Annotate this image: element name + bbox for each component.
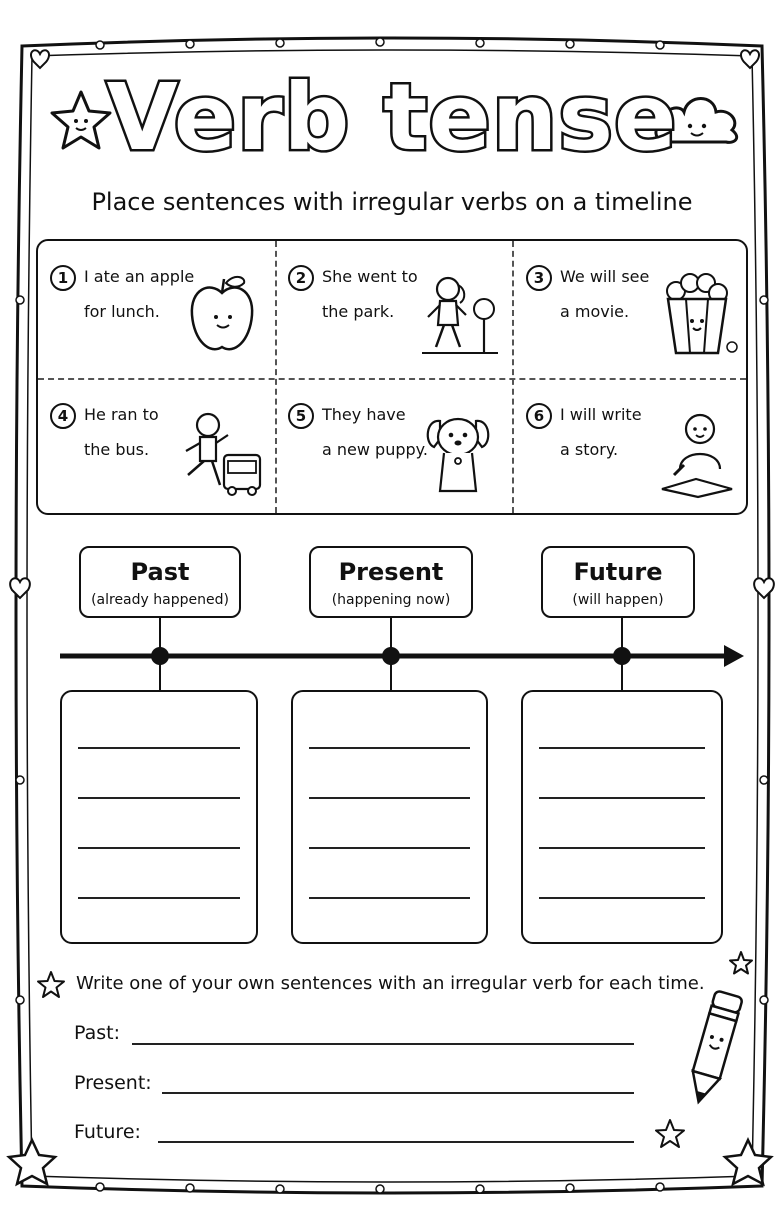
sentence-card[interactable] xyxy=(38,241,274,379)
write-line-present[interactable] xyxy=(162,1092,634,1094)
answer-line[interactable] xyxy=(78,897,240,899)
card-number: 4 xyxy=(50,403,76,429)
sentence-line: They have xyxy=(322,405,406,424)
sentence-card[interactable] xyxy=(276,241,512,379)
smiling-pencil-icon xyxy=(684,986,744,1110)
write-line-future[interactable] xyxy=(158,1141,634,1143)
card-number: 5 xyxy=(288,403,314,429)
sentence-line: We will see xyxy=(560,267,650,286)
sentence-card[interactable] xyxy=(38,379,274,517)
instructions: Place sentences with irregular verbs on a timeline xyxy=(91,188,693,216)
present-answer-box[interactable] xyxy=(291,690,488,944)
timeline-label-past xyxy=(79,546,241,618)
card-number: 1 xyxy=(50,265,76,291)
timeline-caption: (already happened) xyxy=(91,592,229,608)
timeline-axis xyxy=(56,618,748,698)
future-answer-box[interactable] xyxy=(521,690,723,944)
sentence-line: a new puppy. xyxy=(322,440,428,459)
sentence-line: the park. xyxy=(322,302,395,321)
timeline-label-present xyxy=(309,546,473,618)
puppy-icon xyxy=(418,409,500,499)
answer-line[interactable] xyxy=(309,897,470,899)
writing-prompt: Write one of your own sentences with an irregular verb for each time. xyxy=(76,973,705,994)
sentence-line: the bus. xyxy=(84,440,150,459)
child-writing-icon xyxy=(656,409,738,499)
answer-line[interactable] xyxy=(309,797,470,799)
answer-line[interactable] xyxy=(539,797,705,799)
apple-icon xyxy=(180,271,262,361)
answer-line[interactable] xyxy=(309,847,470,849)
write-label-past: Past: xyxy=(74,1022,120,1044)
sentence-cards xyxy=(36,239,748,515)
answer-line[interactable] xyxy=(78,747,240,749)
answer-line[interactable] xyxy=(539,847,705,849)
answer-line[interactable] xyxy=(78,847,240,849)
star-icon xyxy=(36,970,66,1000)
boy-running-bus-icon xyxy=(180,409,262,499)
card-number: 6 xyxy=(526,403,552,429)
past-answer-box[interactable] xyxy=(60,690,258,944)
card-number: 2 xyxy=(288,265,314,291)
sentence-line: She went to xyxy=(322,267,418,286)
timeline-label-future xyxy=(541,546,695,618)
popcorn-icon xyxy=(656,271,738,361)
sentence-card[interactable] xyxy=(514,379,750,517)
card-number: 3 xyxy=(526,265,552,291)
answer-line[interactable] xyxy=(539,897,705,899)
answer-line[interactable] xyxy=(309,747,470,749)
timeline-heading: Past xyxy=(130,558,190,586)
sentence-card[interactable] xyxy=(514,241,750,379)
answer-line[interactable] xyxy=(539,747,705,749)
sentence-line: a story. xyxy=(560,440,619,459)
timeline-heading: Present xyxy=(338,558,444,586)
sentence-line: He ran to xyxy=(84,405,159,424)
timeline-caption: (happening now) xyxy=(331,592,451,608)
sentence-card[interactable] xyxy=(276,379,512,517)
sentence-line: I ate an apple xyxy=(84,267,195,286)
page-title: Verb tense xyxy=(106,64,678,171)
star-icon xyxy=(654,1118,686,1150)
sentence-line: a movie. xyxy=(560,302,630,321)
write-label-present: Present: xyxy=(74,1072,152,1094)
sentence-line: I will write xyxy=(560,405,642,424)
girl-walking-icon xyxy=(418,271,500,361)
answer-line[interactable] xyxy=(78,797,240,799)
sentence-line: for lunch. xyxy=(84,302,160,321)
star-icon xyxy=(728,950,754,976)
timeline-caption: (will happen) xyxy=(572,592,664,608)
timeline-heading: Future xyxy=(573,558,663,586)
write-label-future: Future: xyxy=(74,1121,141,1143)
write-line-past[interactable] xyxy=(132,1043,634,1045)
